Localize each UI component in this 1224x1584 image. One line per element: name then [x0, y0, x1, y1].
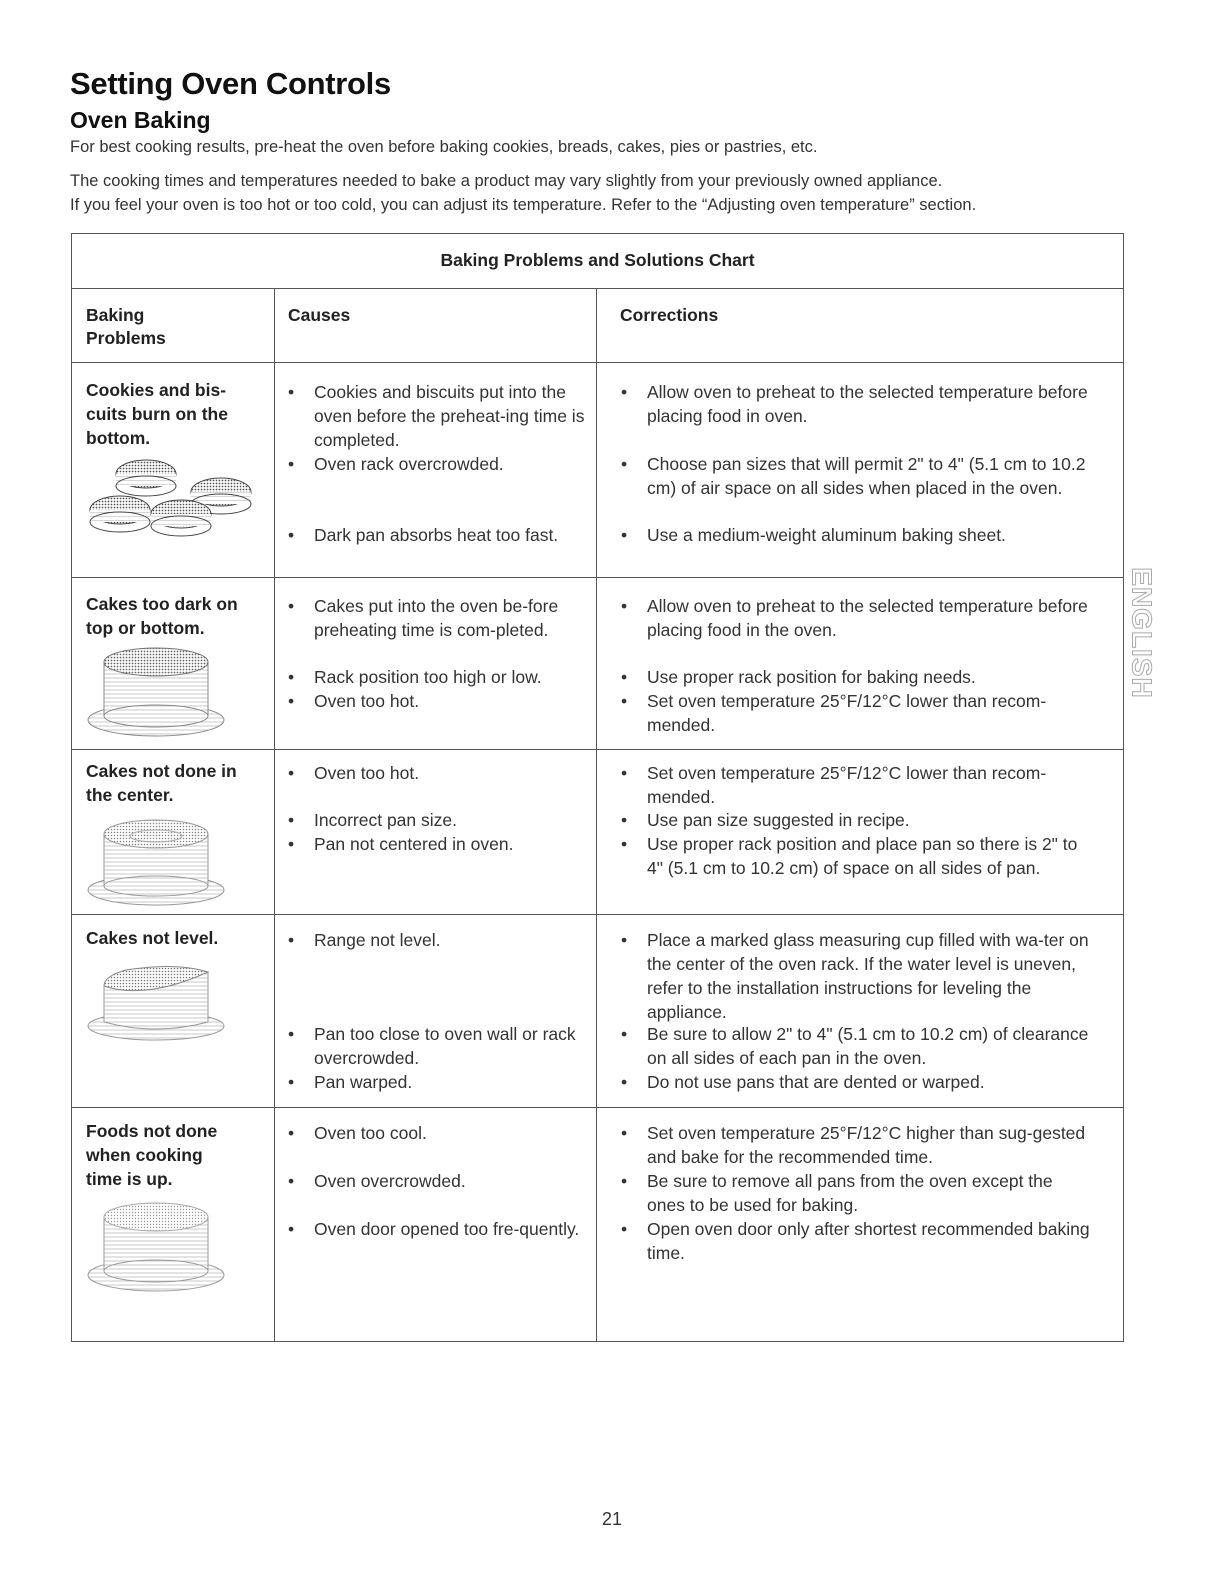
cause-item: • Oven too cool.: [288, 1121, 588, 1145]
intro-paragraph: For best cooking results, pre-heat the oven before baking cookies, breads, cakes, pies or pastries, etc.: [70, 138, 818, 156]
baking-problems-chart: [71, 233, 1124, 1342]
section-title: Oven Baking: [70, 107, 211, 133]
correction-item: • Use proper rack position and place pan so there is 2" to 4" (5.1 cm to 10.2 cm) of space on all sides of pan.: [621, 832, 1091, 880]
correction-item: • Choose pan sizes that will permit 2" to 4" (5.1 cm to 10.2 cm) of air space on all sides when placed in the oven.: [621, 452, 1091, 500]
row-divider: [72, 749, 1123, 750]
correction-item: • Be sure to allow 2" to 4" (5.1 cm to 10.2 cm) of clearance on all sides of each pan in the oven.: [621, 1022, 1091, 1070]
correction-item: • Do not use pans that are dented or warped.: [621, 1070, 1091, 1094]
cake-sunken-center-icon: [86, 816, 226, 908]
page-number: 21: [601, 1509, 623, 1529]
problem-label: Cookies and bis- cuits burn on the bottom.: [86, 380, 228, 448]
correction-item: • Allow oven to preheat to the selected temperature before placing food in oven.: [621, 380, 1091, 428]
problem-label: Cakes not done in the center.: [86, 761, 237, 805]
cake-uneven-icon: [86, 964, 226, 1044]
cookies-on-pans-icon: [86, 452, 256, 544]
cause-item: • Oven door opened too fre-quently.: [288, 1217, 588, 1241]
correction-item: • Use proper rack position for baking needs.: [621, 665, 1091, 689]
row-divider: [72, 577, 1123, 578]
cause-item: • Oven overcrowded.: [288, 1169, 588, 1193]
correction-item: • Open oven door only after shortest recommended baking time.: [621, 1217, 1091, 1265]
cause-item: • Oven rack overcrowded.: [288, 452, 588, 476]
correction-item: • Set oven temperature 25°F/12°C lower than recom-mended.: [621, 761, 1091, 809]
column-divider: [274, 289, 275, 1342]
side-tab-label: ENGLISH: [1127, 567, 1158, 699]
problem-label: Cakes too dark on top or bottom.: [86, 594, 238, 638]
cause-item: • Pan not centered in oven.: [288, 832, 588, 856]
row-divider: [72, 914, 1123, 915]
cause-item: • Oven too hot.: [288, 761, 588, 785]
cake-dark-icon: [86, 644, 226, 739]
cause-item: • Cakes put into the oven be-fore preheating time is com-pleted.: [288, 594, 588, 642]
problem-label: Foods not done when cooking time is up.: [86, 1121, 218, 1189]
cause-item: • Pan warped.: [288, 1070, 588, 1094]
column-divider: [596, 289, 597, 1342]
cause-item: • Incorrect pan size.: [288, 808, 588, 832]
cause-item: • Cookies and biscuits put into the oven before the preheat-ing time is completed.: [288, 380, 588, 452]
cause-item: • Pan too close to oven wall or rack overcrowded.: [288, 1022, 588, 1070]
correction-item: • Set oven temperature 25°F/12°C lower than recom-mended.: [621, 689, 1091, 737]
intro-paragraph: If you feel your oven is too hot or too cold, you can adjust its temperature. Refer to the “Adjusting oven temperature” section.: [70, 196, 977, 214]
correction-item: • Place a marked glass measuring cup filled with wa-ter on the center of the oven rack. If the water level is uneven, refer to the installation instructions for leveling the appliance.: [621, 928, 1091, 1024]
correction-item: • Use a medium-weight aluminum baking sheet.: [621, 523, 1091, 547]
intro-paragraph: The cooking times and temperatures needed to bake a product may vary slightly from your previously owned appliance.: [70, 172, 943, 190]
header-corrections: Corrections: [620, 305, 719, 325]
header-problems: Baking Problems: [86, 305, 166, 348]
correction-item: • Use pan size suggested in recipe.: [621, 808, 1091, 832]
row-divider: [72, 362, 1123, 363]
row-divider: [72, 1107, 1123, 1108]
cause-item: • Range not level.: [288, 928, 588, 952]
cause-item: • Dark pan absorbs heat too fast.: [288, 523, 588, 547]
correction-item: • Set oven temperature 25°F/12°C higher than sug-gested and bake for the recommended time.: [621, 1121, 1091, 1169]
correction-item: • Allow oven to preheat to the selected temperature before placing food in the oven.: [621, 594, 1091, 642]
page-title: Setting Oven Controls: [70, 66, 391, 101]
cake-undone-icon: [86, 1199, 226, 1294]
header-causes: Causes: [288, 305, 351, 325]
cause-item: • Oven too hot.: [288, 689, 588, 713]
language-side-tab: [1122, 567, 1162, 699]
problem-label: Cakes not level.: [86, 928, 219, 948]
cause-item: • Rack position too high or low.: [288, 665, 588, 689]
chart-title: Baking Problems and Solutions Chart: [72, 234, 1123, 289]
correction-item: • Be sure to remove all pans from the oven except the ones to be used for baking.: [621, 1169, 1091, 1217]
